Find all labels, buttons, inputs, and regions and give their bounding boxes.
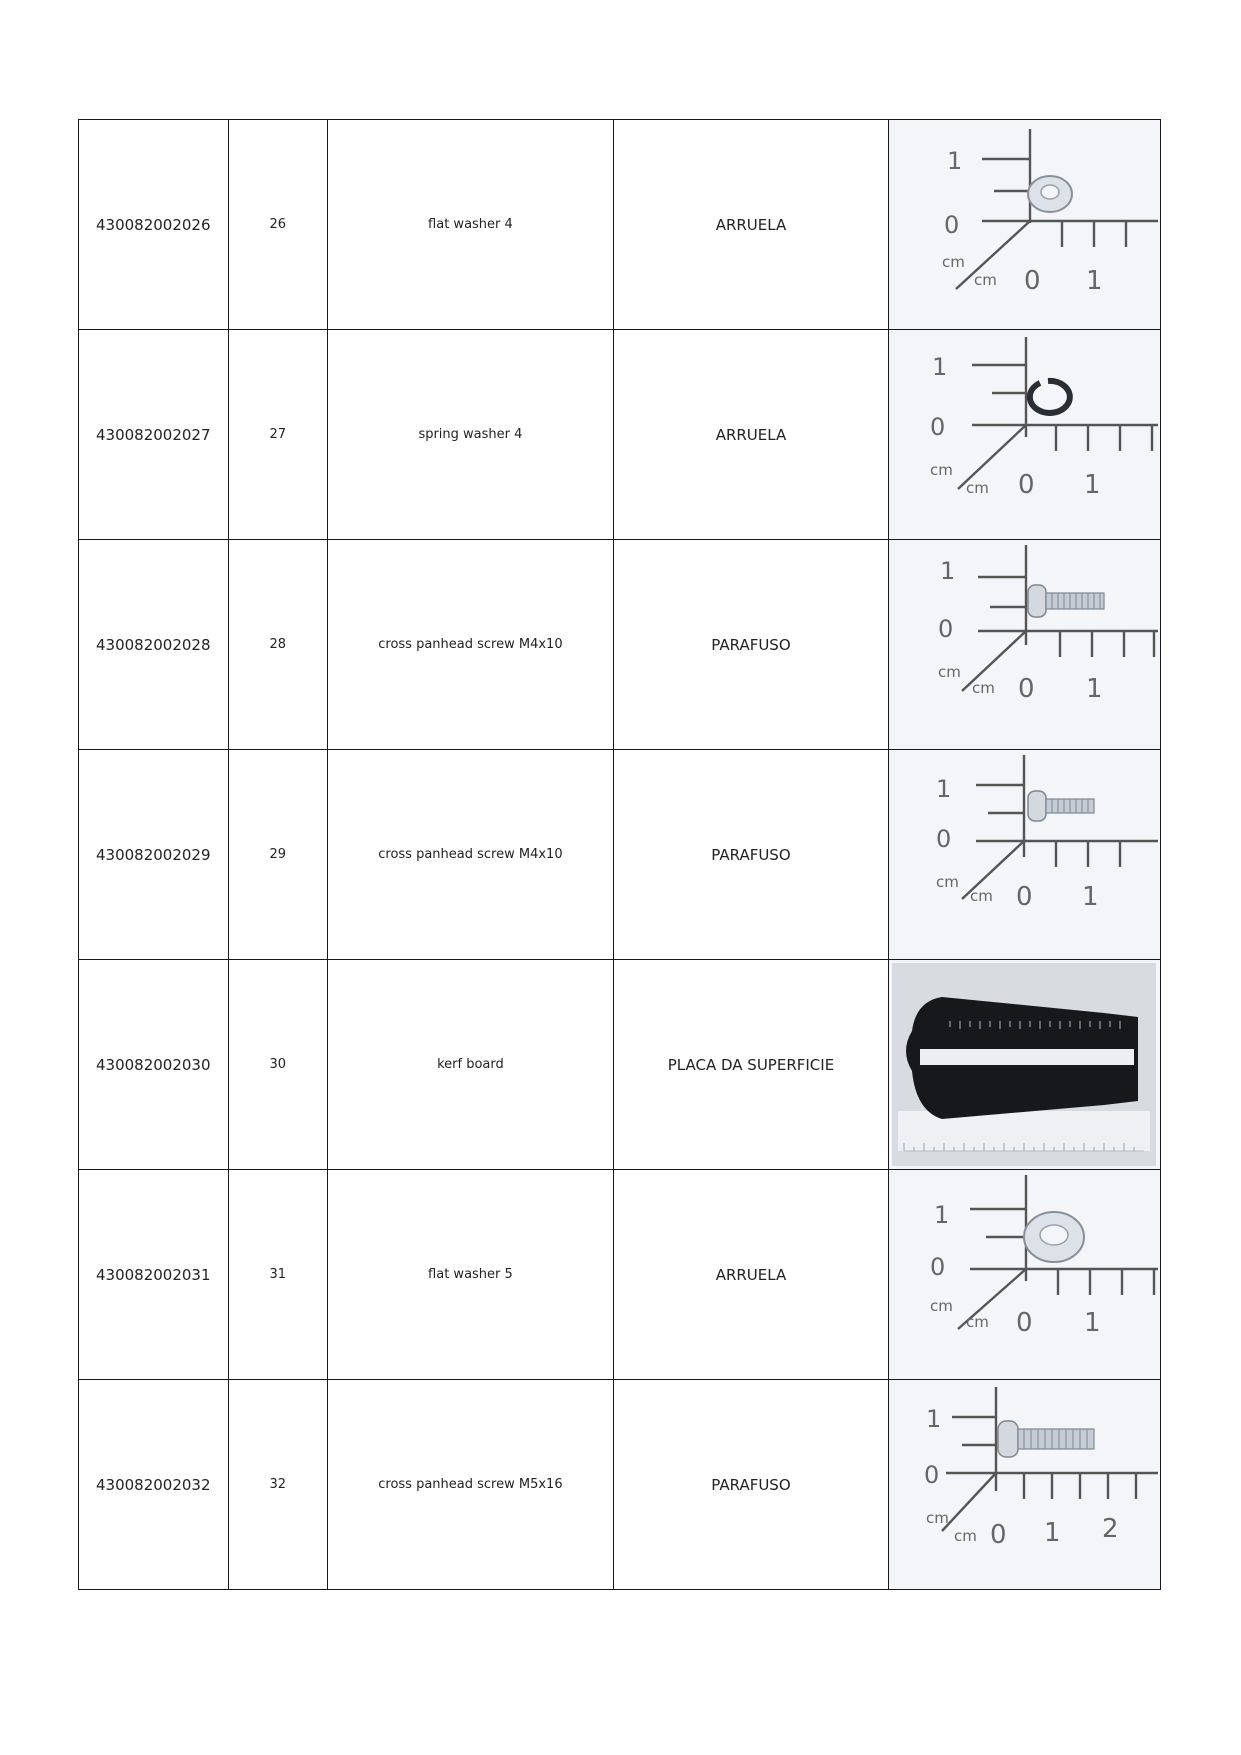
svg-text:1: 1 <box>1044 1518 1062 1548</box>
svg-text:1: 1 <box>947 147 963 175</box>
part-description: kerf board <box>327 960 613 1170</box>
parts-table <box>78 119 1161 1590</box>
flat-washer-icon <box>1028 176 1072 212</box>
kerf-board-icon <box>906 997 1138 1119</box>
part-description: cross panhead screw M4x10 <box>327 750 613 960</box>
svg-text:cm: cm <box>936 873 960 891</box>
part-code: 430082002030 <box>79 960 229 1170</box>
scale-photo <box>890 331 1158 538</box>
svg-text:0: 0 <box>944 211 960 239</box>
table-row <box>79 1170 1161 1380</box>
position-number: 28 <box>228 540 327 750</box>
scale-photo <box>890 751 1158 958</box>
svg-text:1: 1 <box>1084 470 1102 500</box>
svg-text:0: 0 <box>936 825 952 853</box>
position-number: 29 <box>228 750 327 960</box>
part-code: 430082002032 <box>79 1380 229 1590</box>
svg-text:1: 1 <box>1084 1308 1102 1338</box>
scale-photo <box>890 1381 1158 1588</box>
svg-text:cm: cm <box>930 1297 954 1315</box>
svg-text:0: 0 <box>924 1461 940 1489</box>
svg-text:cm: cm <box>970 887 994 905</box>
part-photo <box>888 330 1160 540</box>
table-row <box>79 120 1161 330</box>
part-description: flat washer 4 <box>327 120 613 330</box>
part-code: 430082002029 <box>79 750 229 960</box>
part-code: 430082002027 <box>79 330 229 540</box>
screw-icon <box>1028 791 1094 821</box>
part-name-pt: PARAFUSO <box>613 540 888 750</box>
part-name-pt: PLACA DA SUPERFICIE <box>613 960 888 1170</box>
svg-text:1: 1 <box>934 1201 950 1229</box>
table-row <box>79 960 1161 1170</box>
svg-text:1: 1 <box>926 1405 942 1433</box>
screw-icon <box>1028 585 1104 617</box>
svg-text:1: 1 <box>940 557 956 585</box>
part-name-pt: ARRUELA <box>613 1170 888 1380</box>
spring-washer-icon <box>1030 381 1070 413</box>
part-photo <box>888 120 1160 330</box>
svg-text:cm: cm <box>972 679 996 697</box>
svg-text:0: 0 <box>1024 266 1042 296</box>
part-description: spring washer 4 <box>327 330 613 540</box>
kerf-board-photo <box>890 961 1158 1168</box>
svg-text:0: 0 <box>930 413 946 441</box>
svg-text:cm: cm <box>942 253 966 271</box>
svg-text:0: 0 <box>930 1253 946 1281</box>
part-description: cross panhead screw M5x16 <box>327 1380 613 1590</box>
svg-text:1: 1 <box>1082 882 1100 912</box>
svg-text:cm: cm <box>966 1313 990 1331</box>
svg-text:0: 0 <box>1018 470 1036 500</box>
svg-text:0: 0 <box>1016 882 1034 912</box>
scale-photo <box>890 121 1158 328</box>
position-number: 31 <box>228 1170 327 1380</box>
part-name-pt: PARAFUSO <box>613 750 888 960</box>
part-description: cross panhead screw M4x10 <box>327 540 613 750</box>
scale-photo <box>890 541 1158 748</box>
svg-text:cm: cm <box>930 461 954 479</box>
position-number: 26 <box>228 120 327 330</box>
part-photo <box>888 750 1160 960</box>
svg-text:1: 1 <box>1086 266 1104 296</box>
svg-text:0: 0 <box>938 615 954 643</box>
table-row <box>79 1380 1161 1590</box>
svg-text:cm: cm <box>954 1527 978 1545</box>
svg-text:cm: cm <box>938 663 962 681</box>
part-name-pt: ARRUELA <box>613 330 888 540</box>
part-name-pt: ARRUELA <box>613 120 888 330</box>
svg-text:cm: cm <box>926 1509 950 1527</box>
part-description: flat washer 5 <box>327 1170 613 1380</box>
table-row <box>79 750 1161 960</box>
svg-text:1: 1 <box>1086 674 1104 704</box>
svg-text:0: 0 <box>1016 1308 1034 1338</box>
svg-text:1: 1 <box>932 353 948 381</box>
table-row <box>79 330 1161 540</box>
position-number: 32 <box>228 1380 327 1590</box>
screw-icon <box>998 1421 1094 1457</box>
part-photo <box>888 1170 1160 1380</box>
svg-text:0: 0 <box>990 1520 1008 1550</box>
scale-photo <box>890 1171 1158 1378</box>
part-code: 430082002026 <box>79 120 229 330</box>
svg-text:2: 2 <box>1102 1514 1120 1544</box>
part-code: 430082002031 <box>79 1170 229 1380</box>
part-photo <box>888 1380 1160 1590</box>
table-row <box>79 540 1161 750</box>
position-number: 27 <box>228 330 327 540</box>
position-number: 30 <box>228 960 327 1170</box>
part-code: 430082002028 <box>79 540 229 750</box>
svg-text:0: 0 <box>1018 674 1036 704</box>
svg-text:cm: cm <box>974 271 998 289</box>
svg-text:1: 1 <box>936 775 952 803</box>
part-photo <box>888 540 1160 750</box>
flat-washer-icon <box>1024 1212 1084 1262</box>
svg-text:cm: cm <box>966 479 990 497</box>
part-name-pt: PARAFUSO <box>613 1380 888 1590</box>
part-photo <box>888 960 1160 1170</box>
